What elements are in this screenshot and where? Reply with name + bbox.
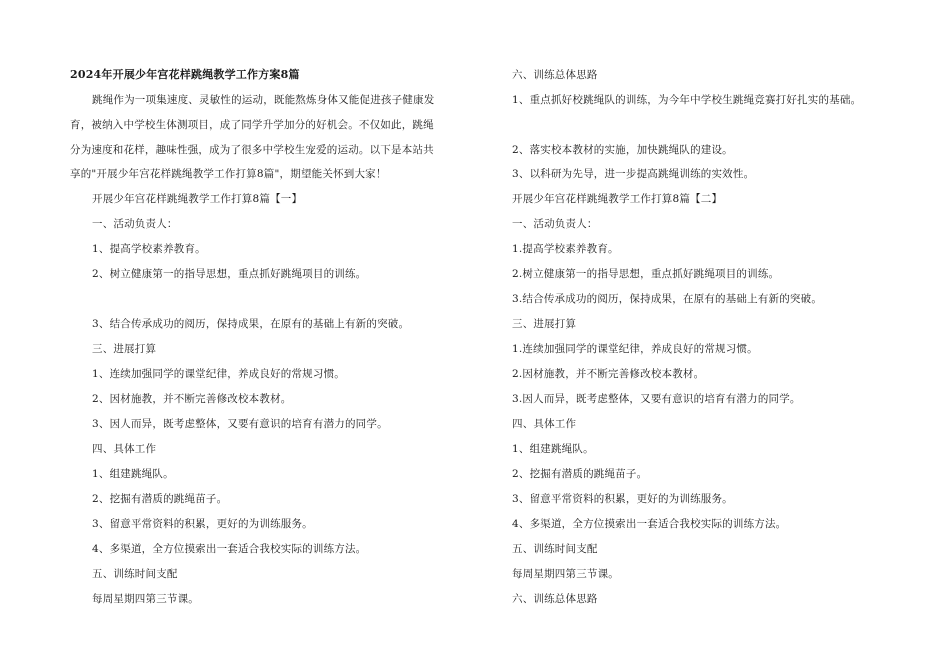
- body-line: 1.连续加强同学的课堂纪律，养成良好的常规习惯。: [512, 343, 758, 355]
- body-line: 三、进展打算: [92, 343, 157, 355]
- body-line: 一、活动负责人：: [92, 218, 178, 230]
- body-line: 1、提高学校素养教育。: [92, 243, 206, 255]
- section-heading: 开展少年宫花样跳绳教学工作打算8篇【一】: [92, 193, 303, 205]
- section-heading: 六、训练总体思路: [512, 69, 598, 81]
- body-line: 2.因材施教，并不断完善修改校本教材。: [512, 368, 705, 380]
- body-line: 3、留意平常资料的积累，更好的为训练服务。: [92, 518, 313, 530]
- body-line: 2、因材施教，并不断完善修改校本教材。: [92, 393, 292, 405]
- body-line: 一、活动负责人：: [512, 218, 598, 230]
- body-line: 4、多渠道，全方位摸索出一套适合我校实际的训练方法。: [512, 518, 787, 530]
- body-line: 2、落实校本教材的实施，加快跳绳队的建设。: [512, 144, 733, 156]
- body-line: 五、训练时间支配: [512, 543, 598, 555]
- body-line: 1、重点抓好校跳绳队的训练，为今年中学校生跳绳竞赛打好扎实的基础。: [512, 94, 862, 106]
- section-heading: 六、训练总体思路: [512, 593, 598, 605]
- body-line: 3、以科研为先导，进一步提高跳绳训练的实效性。: [512, 168, 755, 180]
- body-line: 四、具体工作: [512, 418, 577, 430]
- body-line: 3.结合传承成功的阅历，保持成果，在原有的基础上有新的突破。: [512, 293, 823, 305]
- body-line: 1、连续加强同学的课堂纪律，养成良好的常规习惯。: [92, 368, 345, 380]
- body-line: 三、进展打算: [512, 318, 577, 330]
- body-line: 3、因人而异，既考虑整体，又要有意识的培育有潜力的同学。: [92, 418, 388, 430]
- body-line: 四、具体工作: [92, 443, 157, 455]
- body-line: 2、挖掘有潜质的跳绳苗子。: [92, 493, 228, 505]
- intro-paragraph-line: 育，被纳入中学校生体测项目，成了同学升学加分的好机会。不仅如此，跳绳: [70, 119, 434, 131]
- body-line: 2.树立健康第一的指导思想，重点抓好跳绳项目的训练。: [512, 268, 780, 280]
- section-heading: 开展少年宫花样跳绳教学工作打算8篇【二】: [512, 193, 723, 205]
- body-line: 3、结合传承成功的阅历，保持成果，在原有的基础上有新的突破。: [92, 318, 410, 330]
- intro-paragraph-line: 享的"开展少年宫花样跳绳教学工作打算8篇"，期望能关怀到大家！: [70, 168, 387, 180]
- body-line: 每周星期四第三节课。: [92, 593, 199, 605]
- document-title: 2024年开展少年宫花样跳绳教学工作方案8篇: [70, 68, 300, 81]
- body-line: 3、留意平常资料的积累，更好的为训练服务。: [512, 493, 733, 505]
- body-line: 3.因人而异，既考虑整体，又要有意识的培育有潜力的同学。: [512, 393, 801, 405]
- body-line: 1、组建跳绳队。: [92, 468, 174, 480]
- body-line: 2、挖掘有潜质的跳绳苗子。: [512, 468, 648, 480]
- body-line: 1、组建跳绳队。: [512, 443, 594, 455]
- intro-paragraph-line: 跳绳作为一项集速度、灵敏性的运动，既能熬炼身体又能促进孩子健康发: [92, 94, 435, 106]
- body-line: 五、训练时间支配: [92, 568, 178, 580]
- body-line: 4、多渠道，全方位摸索出一套适合我校实际的训练方法。: [92, 543, 367, 555]
- intro-paragraph-line: 分为速度和花样，趣味性强，成为了很多中学校生宠爱的运动。以下是本站共: [70, 144, 434, 156]
- body-line: 每周星期四第三节课。: [512, 568, 619, 580]
- body-line: 1.提高学校素养教育。: [512, 243, 619, 255]
- body-line: 2、树立健康第一的指导思想，重点抓好跳绳项目的训练。: [92, 268, 367, 280]
